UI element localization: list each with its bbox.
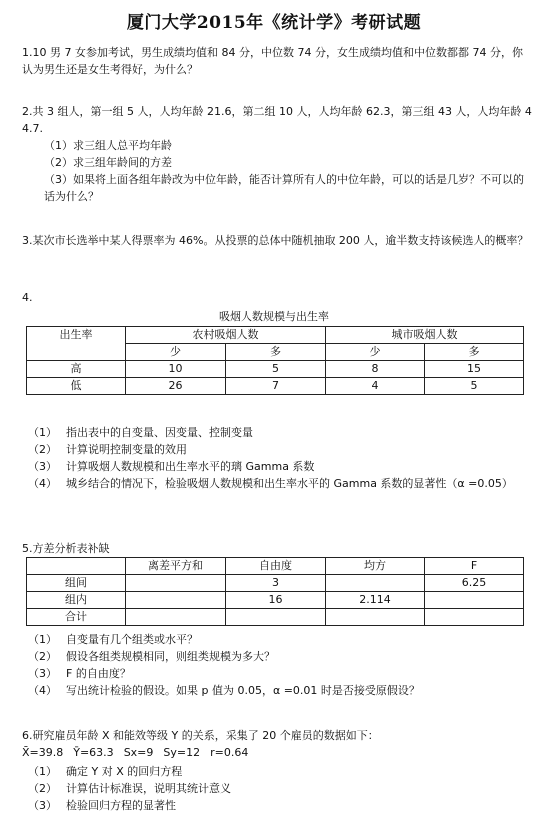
- question-2-item: （3）如果将上面各组年龄改为中位年龄，能否计算所有人的中位年龄，可以的话是几岁？不可以的话为什么？: [44, 173, 524, 203]
- table-cell: [126, 592, 226, 609]
- table-header: 自由度: [226, 558, 326, 575]
- list-item: [22, 441, 532, 458]
- list-item-text: 写出统计检验的假设。如果 p 值为 0.05，α =0.01 时是否接受原假设？: [66, 684, 420, 697]
- table-cell: [126, 575, 226, 592]
- question-3-text: 3.某次市长选举中某人得票率为 46%。从投票的总体中随机抽取 200 人，逾半数支持该候选人的概率？: [22, 234, 529, 247]
- stat-mean-y: Ȳ=63.3: [73, 746, 114, 759]
- smoking-birthrate-table: [26, 326, 524, 395]
- table-row-label: 合计: [27, 609, 126, 626]
- table-cell: 16: [226, 592, 326, 609]
- list-item: [22, 424, 532, 441]
- list-item: [22, 682, 532, 699]
- table-row: [27, 592, 524, 609]
- question-6: [22, 727, 532, 761]
- page-title: 厦门大学2015年《统计学》考研试题: [126, 13, 422, 33]
- stat-sx: Sx=9: [123, 746, 154, 759]
- list-item: [22, 780, 532, 797]
- list-item-number: （2）: [28, 650, 57, 663]
- list-item-number: （2）: [28, 782, 57, 795]
- list-item: [22, 797, 532, 814]
- list-item-number: （1）: [28, 633, 57, 646]
- list-item: [22, 665, 532, 682]
- stat-sy: Sy=12: [163, 746, 201, 759]
- table-row: [27, 609, 524, 626]
- list-item-text: 计算吸烟人数规模和出生率水平的璃 Gamma 系数: [66, 460, 315, 473]
- table-subheader: 多: [425, 344, 524, 361]
- question-5-list: [22, 631, 532, 699]
- table-subheader: 少: [326, 344, 425, 361]
- anova-table: [26, 557, 524, 626]
- table-row-label: 高: [27, 361, 126, 378]
- table-row-label: 组内: [27, 592, 126, 609]
- list-item-text: 城乡结合的情况下，检验吸烟人数规模和出生率水平的 Gamma 系数的显著性（α =0.05）: [66, 477, 513, 490]
- table-header-row: [27, 558, 524, 575]
- question-6-text: 6.研究雇员年龄 X 和能效等级 Y 的关系，采集了 20 个雇员的数据如下：: [22, 729, 379, 742]
- list-item: [22, 763, 532, 780]
- table-row-label: 低: [27, 378, 126, 395]
- list-item-text: 检验回归方程的显著性: [66, 799, 176, 812]
- list-item-number: （2）: [28, 443, 57, 456]
- table-header: 离差平方和: [126, 558, 226, 575]
- list-item-text: 自变量有几个组类或水平？: [66, 633, 198, 646]
- table-cell: [326, 575, 425, 592]
- table-cell: [226, 609, 326, 626]
- table-subheader: 少: [126, 344, 226, 361]
- question-1-text: 1.10 男 7 女参加考试，男生成绩均值和 84 分，中位数 74 分，女生成绩均值和中位数都都 74 分，你认为男生还是女生考得好，为什么？: [22, 46, 523, 76]
- list-item-number: （3）: [28, 667, 57, 680]
- table-cell: 6.25: [425, 575, 524, 592]
- list-item-text: 指出表中的自变量、因变量、控制变量: [66, 426, 253, 439]
- list-item-text: 计算说明控制变量的效用: [66, 443, 187, 456]
- question-5-label: 5.方差分析表补缺: [22, 542, 110, 555]
- table-group-header: 农村吸烟人数: [126, 327, 326, 344]
- list-item-number: （4）: [28, 477, 57, 490]
- question-3: [22, 232, 532, 249]
- table-cell: 10: [126, 361, 226, 378]
- question-2-item: （1）求三组人总平均年龄: [44, 139, 172, 152]
- question-4-label: 4.: [22, 291, 33, 304]
- question-2: [22, 103, 532, 205]
- table-cell: 7: [226, 378, 326, 395]
- list-item-text: 假设各组类规模相同，则组类规模为多大？: [66, 650, 275, 663]
- list-item-number: （1）: [28, 765, 57, 778]
- table-header-row: [27, 327, 524, 344]
- table-cell: 3: [226, 575, 326, 592]
- table-cell: 26: [126, 378, 226, 395]
- table-cell: [326, 609, 425, 626]
- table-cell: 5: [226, 361, 326, 378]
- table-cell: 2.114: [326, 592, 425, 609]
- table-header: [27, 558, 126, 575]
- list-item-number: （3）: [28, 799, 57, 812]
- question-1: [22, 44, 532, 78]
- stat-mean-x: X̄=39.8: [22, 746, 64, 759]
- list-item-text: 计算估计标准误，说明其统计意义: [66, 782, 231, 795]
- list-item-text: F 的自由度？: [66, 667, 131, 680]
- list-item: [22, 631, 532, 648]
- table-cell: [425, 592, 524, 609]
- table-subheader: 多: [226, 344, 326, 361]
- table-header: 均方: [326, 558, 425, 575]
- table-cell: 5: [425, 378, 524, 395]
- list-item: [22, 458, 532, 475]
- summary-statistics: [22, 744, 532, 761]
- table-cell: [126, 609, 226, 626]
- table-cell: 4: [326, 378, 425, 395]
- list-item-text: 确定 Y 对 X 的回归方程: [66, 765, 183, 778]
- table-corner-cell: 出生率: [27, 327, 126, 361]
- table-cell: [425, 609, 524, 626]
- question-2-text: 2.共 3 组人，第一组 5 人，人均年龄 21.6，第二组 10 人，人均年龄 62.3，第三组 43 人，人均年龄 44.7.: [22, 105, 532, 135]
- table-group-header: 城市吸烟人数: [326, 327, 524, 344]
- question-2-item: （2）求三组年龄间的方差: [44, 156, 172, 169]
- table-row-label: 组间: [27, 575, 126, 592]
- list-item-number: （3）: [28, 460, 57, 473]
- table-header: F: [425, 558, 524, 575]
- list-item-number: （4）: [28, 684, 57, 697]
- table-caption: 吸烟人数规模与出生率: [219, 310, 329, 323]
- list-item: [22, 475, 532, 492]
- question-4-list: [22, 424, 532, 492]
- table-cell: 8: [326, 361, 425, 378]
- question-6-list: [22, 763, 532, 814]
- table-row: [27, 361, 524, 378]
- table-row: [27, 378, 524, 395]
- list-item: [22, 648, 532, 665]
- table-row: [27, 575, 524, 592]
- list-item-number: （1）: [28, 426, 57, 439]
- table-cell: 15: [425, 361, 524, 378]
- stat-r: r=0.64: [210, 746, 249, 759]
